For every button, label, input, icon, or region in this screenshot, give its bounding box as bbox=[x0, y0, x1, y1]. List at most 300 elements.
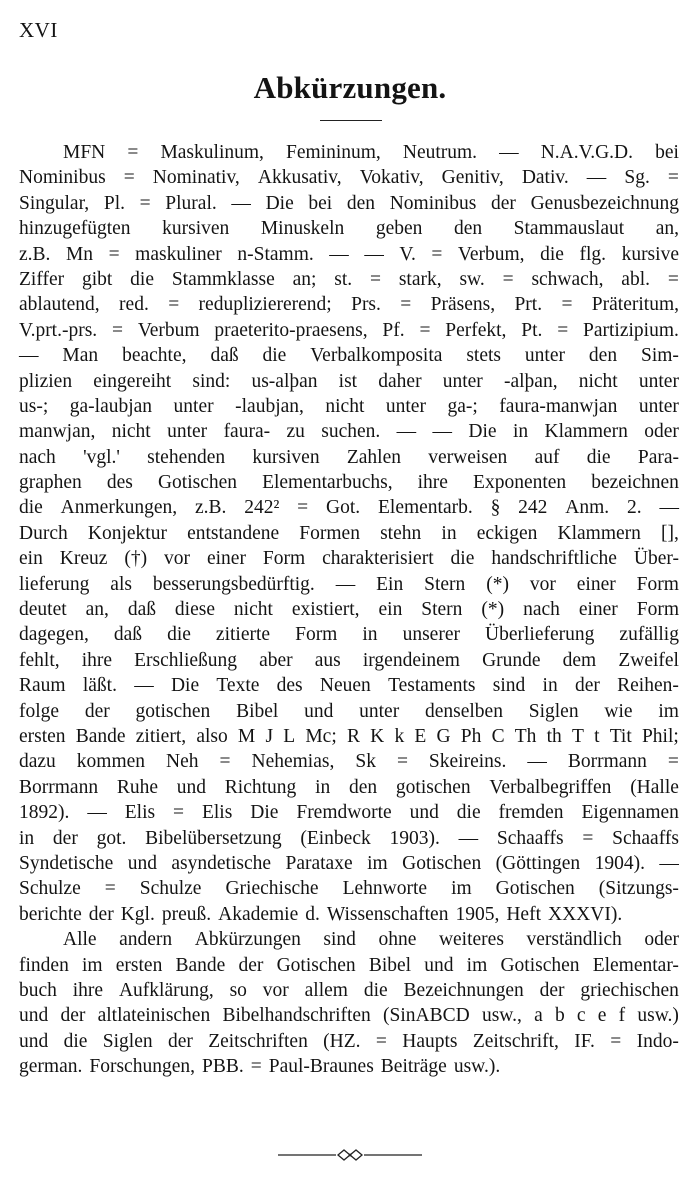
word: ihre bbox=[72, 979, 104, 1001]
word: eingereiht bbox=[93, 370, 172, 392]
word: asyndetische bbox=[171, 852, 272, 874]
text-line bbox=[19, 318, 679, 343]
word: auf bbox=[534, 446, 560, 468]
word: in bbox=[19, 827, 35, 849]
word: dem bbox=[562, 649, 597, 671]
word: im bbox=[658, 700, 679, 722]
word: Verbalkomposita bbox=[310, 345, 443, 367]
word: e bbox=[597, 1005, 607, 1027]
word: bei bbox=[655, 142, 679, 163]
text-line bbox=[19, 622, 679, 647]
word: Stern bbox=[424, 573, 466, 595]
word: Prt. bbox=[514, 294, 543, 316]
word: Borrmann bbox=[19, 776, 99, 798]
word: Mn bbox=[65, 243, 94, 265]
word: Abkürzungen bbox=[194, 929, 301, 951]
word: Stammklasse bbox=[171, 268, 275, 290]
text-line bbox=[19, 876, 679, 901]
word: läßt. bbox=[82, 675, 117, 697]
word: so bbox=[229, 979, 247, 1001]
word: preuß. bbox=[161, 903, 212, 925]
word: denselben bbox=[424, 700, 503, 722]
word: Exponenten bbox=[473, 472, 567, 494]
word: handschriftliche bbox=[491, 548, 617, 570]
word: bei bbox=[308, 192, 333, 214]
word: Parataxe bbox=[285, 852, 353, 874]
text-line bbox=[19, 445, 679, 470]
word: b bbox=[554, 1005, 565, 1027]
word: also bbox=[196, 725, 228, 747]
word: — bbox=[659, 497, 679, 519]
word: stark, bbox=[398, 268, 442, 290]
word: Ein bbox=[376, 573, 404, 595]
text-line bbox=[19, 495, 679, 520]
word: PBB. bbox=[201, 1056, 244, 1078]
word: Elis bbox=[201, 802, 233, 824]
word: Beiträge bbox=[380, 1056, 447, 1078]
word: R bbox=[346, 725, 360, 747]
word: Ph bbox=[460, 725, 482, 747]
word: finden bbox=[19, 954, 69, 976]
word: in bbox=[512, 421, 529, 443]
word: Verbalbegriffen bbox=[489, 776, 612, 798]
text-line bbox=[19, 597, 679, 622]
word: diese bbox=[174, 599, 215, 621]
word: Pl. bbox=[103, 192, 125, 214]
word: redupliziererend; bbox=[198, 294, 332, 316]
text-line bbox=[19, 140, 679, 165]
text-line bbox=[19, 419, 679, 444]
word: Schulze bbox=[139, 878, 202, 900]
word: -alþan, bbox=[503, 370, 558, 392]
word: nicht bbox=[233, 599, 273, 621]
text-line bbox=[19, 851, 679, 876]
word: (Sitzungs- bbox=[598, 878, 679, 900]
word: irgendeinem bbox=[362, 649, 460, 671]
text-line bbox=[19, 546, 679, 571]
word: = bbox=[250, 1056, 262, 1078]
word: (†) bbox=[124, 548, 148, 570]
word: = bbox=[561, 294, 573, 316]
word: vor bbox=[529, 573, 556, 595]
word: Partizipium. bbox=[583, 319, 679, 341]
word: beachte, bbox=[122, 345, 187, 367]
word: z.B. bbox=[194, 497, 227, 519]
text-line bbox=[19, 191, 679, 216]
word: eckigen bbox=[476, 522, 538, 544]
word: griechischen bbox=[580, 979, 679, 1001]
word: Die bbox=[250, 802, 279, 824]
word: und bbox=[176, 776, 207, 798]
word: des bbox=[106, 472, 133, 494]
word: — bbox=[19, 345, 39, 367]
word: Femininum, bbox=[285, 142, 381, 163]
word: dagegen, bbox=[19, 624, 89, 646]
word: Zeitschriften bbox=[208, 1030, 308, 1052]
word: gibt bbox=[81, 268, 113, 290]
word: ersten bbox=[19, 725, 66, 747]
word: Perfekt, bbox=[445, 319, 507, 341]
word: — bbox=[364, 243, 384, 265]
word: oder bbox=[644, 421, 679, 443]
word: gotischen bbox=[395, 776, 471, 798]
text-line bbox=[19, 699, 679, 724]
word: Erschließung bbox=[134, 649, 238, 671]
word: 1903). bbox=[389, 827, 440, 849]
word: zitiert, bbox=[135, 725, 187, 747]
text-line bbox=[19, 673, 679, 698]
word: vor bbox=[262, 979, 289, 1001]
text-line bbox=[19, 369, 679, 394]
word: Mc; bbox=[305, 725, 337, 747]
word: weiteres bbox=[438, 929, 504, 951]
word: nicht bbox=[111, 421, 151, 443]
word: 242 bbox=[518, 497, 548, 519]
word: daß bbox=[113, 624, 143, 646]
word: Aufklärung, bbox=[118, 979, 214, 1001]
word: Got. bbox=[326, 497, 361, 519]
word: entstandene bbox=[187, 522, 280, 544]
word: besserungsbedürftig. bbox=[152, 573, 315, 595]
word: = bbox=[123, 167, 135, 189]
text-line bbox=[19, 521, 679, 546]
word: sind bbox=[323, 929, 356, 951]
word: die bbox=[130, 268, 154, 290]
word: der bbox=[88, 903, 114, 925]
word: Genitiv, bbox=[441, 167, 504, 189]
paragraph-abbreviations bbox=[19, 140, 679, 927]
word: usw., bbox=[481, 1005, 522, 1027]
word: Zahlen bbox=[346, 446, 401, 468]
word: Neh bbox=[166, 751, 199, 773]
text-line bbox=[19, 724, 679, 749]
word: IF. bbox=[574, 1030, 595, 1052]
word: in bbox=[441, 522, 457, 544]
word: Verbum, bbox=[457, 243, 525, 265]
word: sind: bbox=[192, 370, 231, 392]
word: — bbox=[586, 167, 607, 189]
word: Bibel bbox=[368, 954, 412, 976]
word: Pf. bbox=[382, 319, 405, 341]
word: Elis bbox=[124, 802, 156, 824]
word: = bbox=[375, 1030, 387, 1052]
word: Man bbox=[62, 345, 99, 367]
word: manwjan, bbox=[19, 421, 96, 443]
word: geben bbox=[375, 218, 423, 240]
body-text bbox=[19, 140, 679, 1079]
word: Bezeichnungen bbox=[403, 979, 524, 1001]
word: nach bbox=[19, 446, 56, 468]
word: ein bbox=[378, 599, 403, 621]
word: sw. bbox=[459, 268, 485, 290]
word: — bbox=[329, 243, 349, 265]
word: den bbox=[588, 345, 618, 367]
word: die bbox=[167, 624, 191, 646]
word: der bbox=[574, 675, 600, 697]
word: deutet bbox=[19, 599, 67, 621]
word: Bibel bbox=[236, 700, 279, 722]
word: K bbox=[370, 725, 385, 747]
word: XXXVI). bbox=[548, 903, 623, 925]
word: Zweifel bbox=[618, 649, 679, 671]
word: = bbox=[127, 142, 139, 163]
word: in bbox=[542, 675, 558, 697]
word: = bbox=[400, 294, 412, 316]
word: Klammern bbox=[557, 522, 641, 544]
text-line bbox=[19, 394, 679, 419]
word: unter bbox=[638, 370, 679, 392]
word: Forschungen, bbox=[89, 1056, 195, 1078]
word: german. bbox=[19, 1056, 83, 1078]
word: unter bbox=[173, 395, 214, 417]
word: = bbox=[502, 268, 514, 290]
word: und bbox=[19, 1030, 49, 1052]
word: Die bbox=[468, 421, 497, 443]
word: des bbox=[276, 675, 303, 697]
word: einer bbox=[206, 548, 246, 570]
word: Texte bbox=[216, 675, 260, 697]
word: Richtung bbox=[224, 776, 297, 798]
word: an, bbox=[655, 218, 679, 240]
word: einer bbox=[578, 599, 618, 621]
word: z.B. bbox=[19, 243, 51, 265]
word: plizien bbox=[19, 370, 73, 392]
word: ablautend, bbox=[19, 294, 100, 316]
word: 242² bbox=[244, 497, 280, 519]
word: t bbox=[594, 725, 600, 747]
word: Minuskeln bbox=[260, 218, 345, 240]
word: Syndetische bbox=[19, 852, 114, 874]
word: Th bbox=[514, 725, 537, 747]
word: im bbox=[451, 878, 472, 900]
word: Bande bbox=[75, 725, 126, 747]
word: 'vgl.' bbox=[83, 446, 120, 468]
word: usw.). bbox=[453, 1056, 501, 1078]
word: kursiven bbox=[162, 218, 230, 240]
word: (HZ. bbox=[323, 1030, 361, 1052]
word: k bbox=[394, 725, 405, 747]
word: us-alþan bbox=[251, 370, 318, 392]
word: daher bbox=[378, 370, 422, 392]
word: — bbox=[134, 675, 154, 697]
word: Die bbox=[170, 675, 200, 697]
word: Maskulinum, bbox=[160, 142, 264, 163]
word: Grunde bbox=[482, 649, 541, 671]
word: Fremdworte bbox=[296, 802, 392, 824]
word: = bbox=[108, 243, 120, 265]
word: Haupts bbox=[402, 1030, 458, 1052]
word: abl. bbox=[621, 268, 650, 290]
word: Heft bbox=[506, 903, 541, 925]
word: aber bbox=[259, 649, 293, 671]
word: die bbox=[586, 446, 611, 468]
word: unserer bbox=[402, 624, 460, 646]
word: aus bbox=[314, 649, 341, 671]
word: = bbox=[582, 827, 594, 849]
word: Vokativ, bbox=[359, 167, 424, 189]
word: Gotischen bbox=[500, 954, 580, 976]
word: N.A.V.G.D. bbox=[540, 142, 633, 163]
word: gotischen bbox=[135, 700, 211, 722]
word: C bbox=[491, 725, 505, 747]
word: Nominativ, bbox=[152, 167, 240, 189]
word: ein bbox=[19, 548, 43, 570]
word: = bbox=[370, 268, 381, 290]
word: graphen bbox=[19, 472, 82, 494]
word: § bbox=[490, 497, 501, 519]
word: dazu bbox=[19, 751, 56, 773]
word: st. bbox=[334, 268, 353, 290]
text-line bbox=[19, 1003, 679, 1028]
word: und bbox=[19, 1005, 49, 1027]
word: Form bbox=[295, 624, 338, 646]
word: Phil; bbox=[641, 725, 679, 747]
word: V. bbox=[399, 243, 416, 265]
word: der bbox=[52, 827, 78, 849]
word: (*) bbox=[486, 573, 509, 595]
word: Pt. bbox=[521, 319, 543, 341]
text-line bbox=[19, 242, 679, 267]
word: (*) bbox=[481, 599, 505, 621]
word: faura- bbox=[223, 421, 271, 443]
word: Neuen bbox=[319, 675, 371, 697]
word: Bibelübersetzung bbox=[145, 827, 282, 849]
text-line bbox=[19, 165, 679, 190]
word: die bbox=[363, 979, 388, 1001]
word: = bbox=[610, 1030, 622, 1052]
text-line bbox=[19, 953, 679, 978]
word: der bbox=[60, 1005, 86, 1027]
word: fremden bbox=[498, 802, 564, 824]
word: Prs. bbox=[351, 294, 381, 316]
text-line bbox=[19, 343, 679, 368]
word: schwach, bbox=[531, 268, 604, 290]
word: ohne bbox=[378, 929, 417, 951]
text-line bbox=[19, 775, 679, 800]
word: der bbox=[491, 192, 516, 214]
word: = bbox=[168, 294, 180, 316]
word: verweisen bbox=[428, 446, 508, 468]
word: Bibelhandschriften bbox=[222, 1005, 371, 1027]
word: (Einbeck bbox=[300, 827, 371, 849]
text-line bbox=[19, 978, 679, 1003]
word: Siglen bbox=[102, 1030, 153, 1052]
word: die bbox=[450, 548, 475, 570]
word: Genusbezeichnung bbox=[530, 192, 679, 214]
word: Stammauslaut bbox=[513, 218, 625, 240]
word: verständlich bbox=[526, 929, 622, 951]
word: kursiven bbox=[252, 446, 320, 468]
word: = bbox=[219, 751, 231, 773]
word: daß bbox=[210, 345, 239, 367]
word: in bbox=[362, 624, 378, 646]
word: Form bbox=[636, 599, 679, 621]
word: charakterisiert bbox=[322, 548, 434, 570]
word: Anm. bbox=[565, 497, 610, 519]
word: Gotischen bbox=[402, 852, 482, 874]
word: hinzugefügten bbox=[19, 218, 131, 240]
word: Eigennamen bbox=[581, 802, 679, 824]
text-line bbox=[19, 902, 679, 927]
word: = bbox=[139, 192, 151, 214]
word: [], bbox=[661, 522, 679, 544]
word: Form bbox=[262, 548, 306, 570]
word: in bbox=[315, 776, 331, 798]
text-line bbox=[19, 292, 679, 317]
word: die bbox=[63, 1030, 88, 1052]
word: den bbox=[346, 192, 376, 214]
word: der bbox=[238, 954, 264, 976]
word: L bbox=[283, 725, 296, 747]
word: den bbox=[349, 776, 378, 798]
word: zitierte bbox=[215, 624, 271, 646]
word: 1904). bbox=[594, 852, 645, 874]
word: buch bbox=[19, 979, 57, 1001]
word: red. bbox=[119, 294, 149, 316]
word: Para- bbox=[637, 446, 679, 468]
word: berichte bbox=[19, 903, 82, 925]
word: — bbox=[87, 802, 107, 824]
word: fehlt, bbox=[19, 649, 60, 671]
word: Über- bbox=[633, 548, 679, 570]
word: = bbox=[667, 167, 679, 189]
word: Lehnworte bbox=[342, 878, 428, 900]
text-line bbox=[19, 826, 679, 851]
word: ihre bbox=[81, 649, 113, 671]
word: = bbox=[173, 802, 185, 824]
text-line bbox=[19, 1054, 679, 1079]
word: unter bbox=[442, 370, 483, 392]
word: Klammern bbox=[544, 421, 628, 443]
word: J bbox=[265, 725, 274, 747]
word: Reihen- bbox=[617, 675, 679, 697]
word: wie bbox=[604, 700, 633, 722]
word: G bbox=[436, 725, 451, 747]
word: die bbox=[262, 345, 287, 367]
word: MFN bbox=[63, 142, 106, 163]
word: stehenden bbox=[147, 446, 226, 468]
word: = bbox=[396, 751, 408, 773]
word: Kreuz bbox=[59, 548, 108, 570]
word: Paul-Braunes bbox=[268, 1056, 374, 1078]
word: allem bbox=[304, 979, 348, 1001]
word: und bbox=[424, 954, 454, 976]
word: Anmerkungen, bbox=[60, 497, 178, 519]
word: Präteritum, bbox=[591, 294, 679, 316]
word: Gotischen bbox=[495, 878, 575, 900]
word: Elementar- bbox=[592, 954, 679, 976]
word: — bbox=[659, 852, 679, 874]
word: der bbox=[84, 700, 110, 722]
word: 1905, bbox=[455, 903, 500, 925]
word: den bbox=[453, 218, 483, 240]
word: th bbox=[546, 725, 562, 747]
word: Siglen bbox=[528, 700, 579, 722]
word: = bbox=[667, 268, 679, 290]
word: sind bbox=[492, 675, 526, 697]
word: E bbox=[414, 725, 427, 747]
word: V.prt.-prs. bbox=[19, 319, 98, 341]
word: — bbox=[432, 421, 453, 443]
word: unter bbox=[524, 345, 565, 367]
word: der bbox=[539, 979, 565, 1001]
word: ga-laubjan bbox=[69, 395, 153, 417]
word: — bbox=[527, 751, 547, 773]
word: Verbum bbox=[137, 319, 200, 341]
word: Die bbox=[265, 192, 294, 214]
text-line bbox=[19, 572, 679, 597]
word: und bbox=[127, 852, 157, 874]
